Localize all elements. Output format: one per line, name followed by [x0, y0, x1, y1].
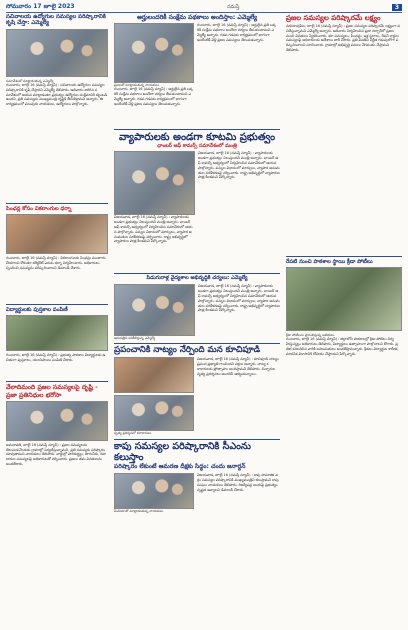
masthead: [6, 2, 402, 13]
band-caption: ఆసుపత్రిని పరిశీలిస్తున్న ఎమ్మెల్యే: [114, 336, 156, 341]
story1-headline: సచివాలయ ఉద్యోగుల సమస్యల పరిష్కారానికి కృషి చేస్తా: ఎమ్మెల్యే: [6, 14, 106, 27]
right-headline: ప్రజల సమస్యల పరిష్కారమే లక్ష్యం: [286, 14, 381, 22]
mid-body-2: విజయవాడ, జూలై 16 (నమస్తే న్యూస్) : వ్యాపారులకు అండగా ప్రభుత్వం నిలుస్తుందని మంత్రి అన్నారు. ఛాంబర్ ఆఫ్ కామర్స్ ఆధ్వర్యంలో నిర్వహించిన సమావేశంలో ఆయన పాల్గొన్నారు. పన్నుల విధానంలో మార్పులు, వ్యాపార అనుమతుల సరళీకరణపై చర్చించారు. రాష్ట్ర అభివృద్ధిలో వ్యాపారుల పాత్ర కీలకమని పేర్కొన్నారు.: [114, 215, 193, 244]
band-photo: [114, 284, 195, 336]
paper-title: నమస్తే: [227, 3, 240, 10]
world-caption: నృత్య ప్రదర్శనలో కళాకారులు: [114, 431, 152, 436]
page-number: 3: [392, 4, 402, 11]
big-photo: [114, 473, 194, 509]
top-body-right: గుంటూరు, జూలై 16 (నమస్తే న్యూస్) : అర్హులైన ప్రతి ఒక్కరికీ సంక్షేమ పథకాలు అందేలా చర్యలు తీసుకుంటామని ఎమ్మెల్యే అన్నారు. గడప గడపకు కార్యక్రమంలో భాగంగా ఇంటింటికీ వెళ్లి ప్రజల సమస్యలు తెలుసుకున్నారు.: [197, 23, 277, 42]
story3-headline: విద్యార్థులకు పుస్తకాల పంపిణీ: [6, 307, 68, 314]
divider: [6, 304, 108, 305]
big-caption: మీడియాతో మాట్లాడుతున్న నాయకులు: [114, 509, 164, 514]
issue-date: సోమవారం 17 జూలై 2023: [6, 3, 75, 10]
center-column: [114, 14, 280, 624]
divider: [114, 129, 280, 130]
story4-photo: [6, 401, 108, 441]
mid-body: విజయవాడ, జూలై 16 (నమస్తే న్యూస్) : వ్యాపారులకు అండగా ప్రభుత్వం నిలుస్తుందని మంత్రి అన్నారు. ఛాంబర్ ఆఫ్ కామర్స్ ఆధ్వర్యంలో నిర్వహించిన సమావేశంలో ఆయన పాల్గొన్నారు. పన్నుల విధానంలో మార్పులు, వ్యాపార అనుమతుల సరళీకరణపై చర్చించారు. రాష్ట్ర అభివృద్ధిలో వ్యాపారుల పాత్ర కీలకమని పేర్కొన్నారు.: [198, 151, 280, 180]
right-photo: [286, 267, 402, 331]
story3-photo: [6, 315, 108, 351]
mid-headline: వ్యాపారులకు అండగా కూటమి ప్రభుత్వం: [118, 132, 276, 144]
top-photo: [114, 23, 194, 83]
divider: [6, 203, 108, 204]
story1-caption: సమావేశంలో మాట్లాడుతున్న ఎమ్మెల్యే: [6, 78, 54, 83]
big-subhead: పరిష్కారం లేకుంటే ఆమరణ దీక్షకు సిద్ధం: చందు జనార్దన్: [114, 463, 246, 471]
right-headline-2: రేపటి నుంచి పాఠశాల స్థాయి క్రీడా పోటీలు: [286, 259, 373, 266]
world-body: విజయవాడ, జూలై 16 (నమస్తే న్యూస్) : కూచిపూడి నాట్యం ప్రపంచ ప్రఖ్యాతి గాంచిందని వక్తలు అన్నారు. నాట్య కళాకారులకు ప్రోత్సాహం అందిస్తామని తెలిపారు. చిన్నారుల నృత్య ప్రదర్శనలు అందరినీ ఆకట్టుకున్నాయి.: [197, 357, 279, 376]
story1-photo: [6, 29, 108, 77]
world-photo-2: [114, 395, 194, 431]
big-headline: కాపు సమస్యల పరిష్కారానికి సీఎంను కలుస్తాం: [114, 441, 251, 464]
band-headline: పిడుగురాళ్ల వైద్యశాల అభివృద్ధికి చర్యలు: ఎమ్మెల్యే: [146, 275, 248, 282]
right-body: నరసరావుపేట, జూలై 16 (నమస్తే న్యూస్) : ప్రజల సమస్యల పరిష్కారమే లక్ష్యంగా పనిచేస్తున్నామని ఎమ్మెల్యే అన్నారు. ఆదివారం నిర్వహించిన ప్రజా దర్బార్‌లో ప్రజల నుంచి వినతులు స్వీకరించారు. భూ సమస్యలు, పింఛన్లు, ఇళ్ల స్థలాలు, రేషన్ కార్డుల సమస్యలపై అధికారులకు ఆదేశాలు జారీ చేశారు. ప్రతి వినతిని నిర్ణీత గడువులోగా పరిష్కరించాలని సూచించారు. గ్రామాల్లో అభివృద్ధి పనులు వేగవంతం చేస్తామని తెలిపారు.: [286, 24, 401, 53]
story4-body: అమరావతి, జూలై 16 (నమస్తే న్యూస్) : ప్రజల సమస్యలను తెలుసుకునేందుకు గ్రామాల్లో పర్యటిస్తున్నామని, ప్రతి సమస్యకు పరిష్కారం చూపుతామని నాయకులు తెలిపారు. వార్డుల్లో పారిశుద్ధ్యం, తాగునీరు, రహదారుల సమస్యలపై అధికారులతో చర్చించారు. ప్రజలు తమ వినతులను అందజేశారు.: [6, 442, 106, 466]
top-caption: ప్రజలతో మాట్లాడుతున్న నాయకులు: [114, 83, 160, 88]
left-column: [6, 14, 108, 624]
band-body: విజయవాడ, జూలై 16 (నమస్తే న్యూస్) : వ్యాపారులకు అండగా ప్రభుత్వం నిలుస్తుందని మంత్రి అన్నారు. ఛాంబర్ ఆఫ్ కామర్స్ ఆధ్వర్యంలో నిర్వహించిన సమావేశంలో ఆయన పాల్గొన్నారు. పన్నుల విధానంలో మార్పులు, వ్యాపార అనుమతుల సరళీకరణపై చర్చించారు. రాష్ట్ర అభివృద్ధిలో వ్యాపారుల పాత్ర కీలకమని పేర్కొన్నారు.: [198, 284, 280, 313]
big-body: విజయవాడ, జూలై 16 (నమస్తే న్యూస్) : కాపు సామాజిక వర్గం సమస్యల పరిష్కారానికి ముఖ్యమంత్రిని కలుస్తామని కాపు సంఘం నాయకులు తెలిపారు. రిజర్వేషన్ల అంశంపై ప్రభుత్వం స్పష్టత ఇవ్వాలని డిమాండ్ చేశారు.: [197, 473, 279, 492]
world-headline: ప్రపంచానికి నాట్యం నేర్పింది మన కూచిపూడి: [114, 344, 261, 355]
story1-body: గుంటూరు, జూలై 16 (నమస్తే న్యూస్) : సచివాలయ ఉద్యోగుల సమస్యల పరిష్కారానికి కృషి చేస్తానని ఎమ్మెల్యే తెలిపారు. ఆదివారం జరిగిన సమావేశంలో ఆయన మాట్లాడుతూ ప్రభుత్వం ఉద్యోగుల సంక్షేమానికి కట్టుబడి ఉందని, ప్రతి సమస్యను ముఖ్యమంత్రి దృష్టికి తీసుకెళ్తామని అన్నారు. ఈ కార్యక్రమంలో పలువురు నాయకులు, ఉద్యోగులు పాల్గొన్నారు.: [6, 83, 107, 107]
story2-photo: [6, 214, 108, 254]
story2-body: గుంటూరు, జూలై 16 (నమస్తే న్యూస్) : వికలాంగులకు పింఛన్లు మంజూరు చేయాలని కోరుతూ కలెక్టరేట్ ఎదుట ధర్నా నిర్వహించారు. అధికారులు స్పందించి సమస్యను పరిష్కరించాలని డిమాండ్ చేశారు.: [6, 256, 106, 270]
right-column: [286, 14, 402, 624]
world-photo-1: [114, 357, 194, 393]
top-headline: అర్హులందరికీ సంక్షేమ పథకాలు అందిస్తాం: ఎమ్మెల్యే: [136, 14, 258, 21]
story2-headline: పింఛన్ల కోసం వికలాంగుల ధర్నా: [6, 206, 72, 213]
divider: [6, 381, 108, 382]
right-body-2: గుంటూరు, జూలై 16 (నమస్తే న్యూస్) : జిల్లాలోని పాఠశాలల్లో క్రీడా పోటీలు నిర్వహిస్తున్నట్లు అధికారులు తెలిపారు. విద్యార్థులు ఉత్సాహంగా పాల్గొనాలని కోరారు. ప్రతిభ కనబరిచిన వారికి బహుమతులు అందజేస్తామన్నారు. క్రీడలు విద్యార్థుల శారీరక, మానసిక వికాసానికి దోహదం చేస్తాయని పేర్కొన్నారు.: [286, 337, 399, 356]
right-caption: క్రీడా పోటీలను ప్రారంభిస్తున్న అతిథులు: [286, 333, 335, 338]
divider: [114, 343, 280, 344]
story3-body: గుంటూరు, జూలై 16 (నమస్తే న్యూస్) : ప్రభుత్వ పాఠశాల విద్యార్థులకు ఉచితంగా పుస్తకాలు, యూనిఫాంలు పంపిణీ చేశారు.: [6, 353, 106, 363]
top-body-left: గుంటూరు, జూలై 16 (నమస్తే న్యూస్) : అర్హులైన ప్రతి ఒక్కరికీ సంక్షేమ పథకాలు అందేలా చర్యలు తీసుకుంటామని ఎమ్మెల్యే అన్నారు. గడప గడపకు కార్యక్రమంలో భాగంగా ఇంటింటికీ వెళ్లి ప్రజల సమస్యలు తెలుసుకున్నారు.: [114, 87, 194, 106]
mid-subhead: ఛాంబర్ ఆఫ్ కామర్స్ సమావేశంలో మంత్రి: [157, 142, 237, 149]
story4-headline: వేలాదిమంది ప్రజల సమస్యలపై దృష్టి - ప్రజా ప్రతినిధుల భరోసా: [6, 384, 98, 399]
mid-photo: [114, 151, 195, 215]
divider: [286, 256, 402, 257]
